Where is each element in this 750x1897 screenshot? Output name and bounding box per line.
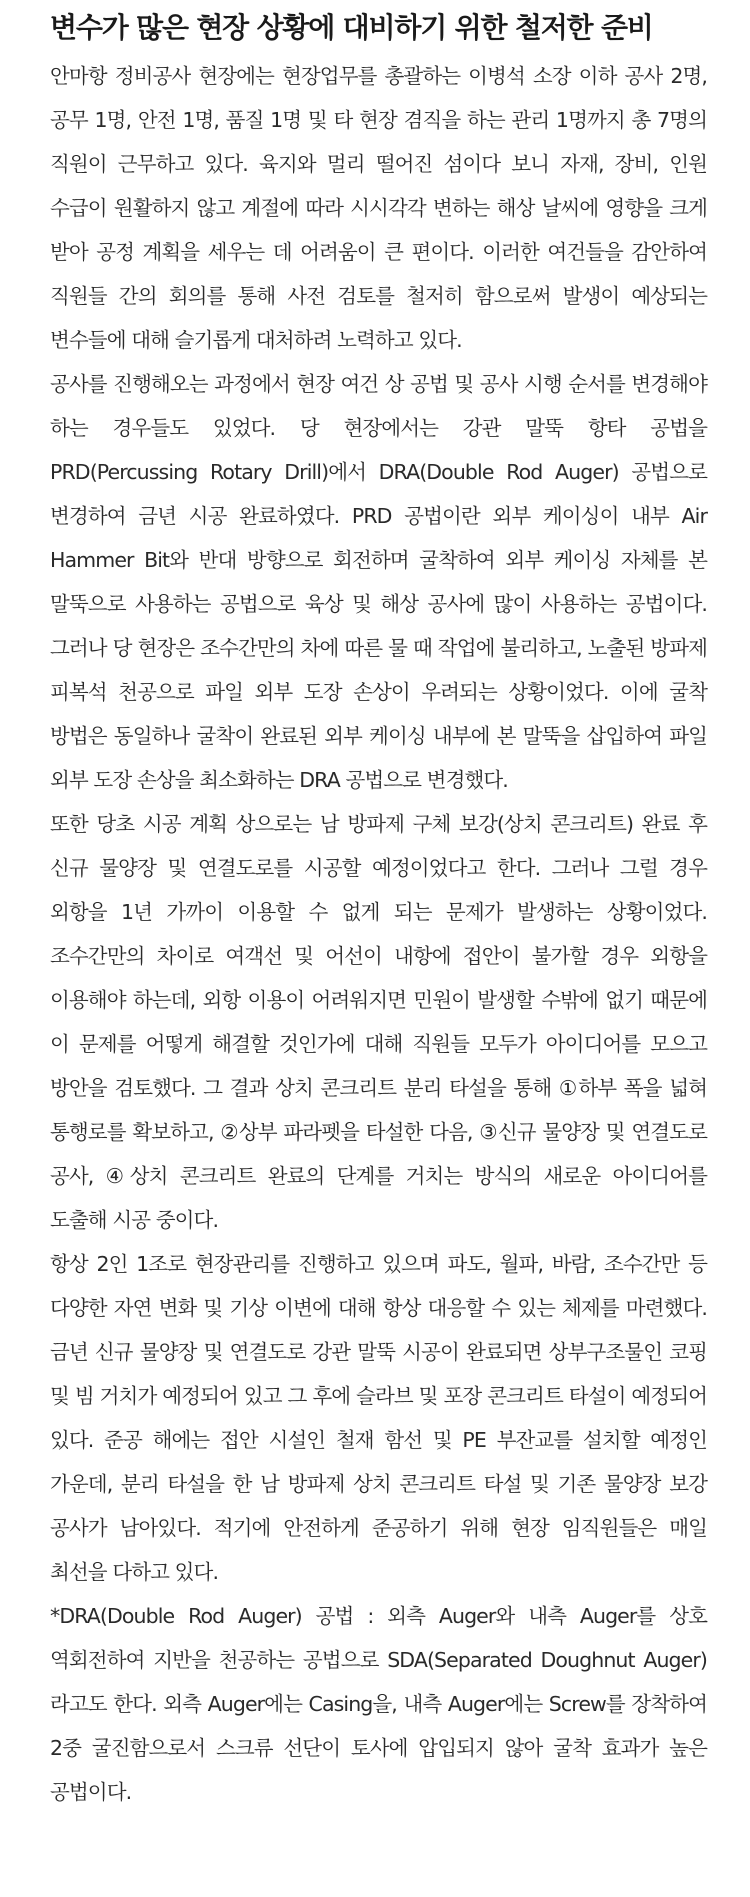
article-title: 변수가 많은 현장 상황에 대비하기 위한 철저한 준비 bbox=[50, 11, 653, 44]
paragraph-2: 공사를 진행해오는 과정에서 현장 여건 상 공법 및 공사 시행 순서를 변경해야 하는 경우들도 있었다. 당 현장에서는 강관 말뚝 항타 공법을 PRD(Percussing Rotary Drill)에서 DRA(Double Rod Auger) 공법으로 변경하여 금년 시공 완료하였다. PRD 공법이란 외부 케이싱이 내부 Air Hammer Bit와 반대 방향으로 회전하며 굴착하여 외부 케이싱 자체를 본 말뚝으로 사용하는 공법으로 육상 및 해상 공사에 많이 사용하는 공법이다. 그러나 당 현장은 조수간만의 차에 따른 물 때 작업에 불리하고, 노출된 방파제 피복석 천공으로 파일 외부 도장 손상이 우려되는 상황이었다. 이에 굴착 방법은 동일하나 굴착이 완료된 외부 케이싱 내부에 본 말뚝을 삽입하여 파일 외부 도장 손상을 최소화하는 DRA 공법으로 변경했다. bbox=[50, 372, 707, 792]
paragraph-3: 또한 당초 시공 계획 상으로는 남 방파제 구체 보강(상치 콘크리트) 완료 후 신규 물양장 및 연결도로를 시공할 예정이었다고 한다. 그러나 그럴 경우 외항을 1년 가까이 이용할 수 없게 되는 문제가 발생하는 상황이었다. 조수간만의 차이로 여객선 및 어선이 내항에 접안이 불가할 경우 외항을 이용해야 하는데, 외항 이용이 어려워지면 민원이 발생할 수밖에 없기 때문에 이 문제를 어떻게 해결할 것인가에 대해 직원들 모두가 아이디어를 모으고 방안을 검토했다. 그 결과 상치 콘크리트 분리 타설을 통해 ①하부 폭을 넓혀 통행로를 확보하고, ②상부 파라펫을 타설한 다음, ③신규 물양장 및 연결도로 공사, ④상치 콘크리트 완료의 단계를 거치는 방식의 새로운 아이디어를 도출해 시공 중이다. bbox=[50, 812, 707, 1232]
paragraph-1: 안마항 정비공사 현장에는 현장업무를 총괄하는 이병석 소장 이하 공사 2명, 공무 1명, 안전 1명, 품질 1명 및 타 현장 겸직을 하는 관리 1명까지 총 7명의 직원이 근무하고 있다. 육지와 멀리 떨어진 섬이다 보니 자재, 장비, 인원 수급이 원활하지 않고 계절에 따라 시시각각 변하는 해상 날씨에 영향을 크게 받아 공정 계획을 세우는 데 어려움이 큰 편이다. 이러한 여건들을 감안하여 직원들 간의 회의를 통해 사전 검토를 철저히 함으로써 발생이 예상되는 변수들에 대해 슬기롭게 대처하려 노력하고 있다. bbox=[50, 64, 707, 352]
footnote-paragraph: *DRA(Double Rod Auger) 공법 : 외측 Auger와 내측 Auger를 상호 역회전하여 지반을 천공하는 공법으로 SDA(Separated Doughnut Auger)라고도 한다. 외측 Auger에는 Casing을, 내측 Auger에는 Screw를 장착하여 2중 굴진함으로서 스크류 선단이 토사에 압입되지 않아 굴착 효과가 높은 공법이다. bbox=[50, 1604, 707, 1804]
paragraph-4: 항상 2인 1조로 현장관리를 진행하고 있으며 파도, 월파, 바람, 조수간만 등 다양한 자연 변화 및 기상 이변에 대해 항상 대응할 수 있는 체제를 마련했다. 금년 신규 물양장 및 연결도로 강관 말뚝 시공이 완료되면 상부구조물인 코핑 및 빔 거치가 예정되어 있고 그 후에 슬라브 및 포장 콘크리트 타설이 예정되어 있다. 준공 해에는 접안 시설인 철재 함선 및 PE 부잔교를 설치할 예정인 가운데, 분리 타설을 한 남 방파제 상치 콘크리트 타설 및 기존 물양장 보강 공사가 남아있다. 적기에 안전하게 준공하기 위해 현장 임직원들은 매일 최선을 다하고 있다. bbox=[50, 1252, 707, 1584]
